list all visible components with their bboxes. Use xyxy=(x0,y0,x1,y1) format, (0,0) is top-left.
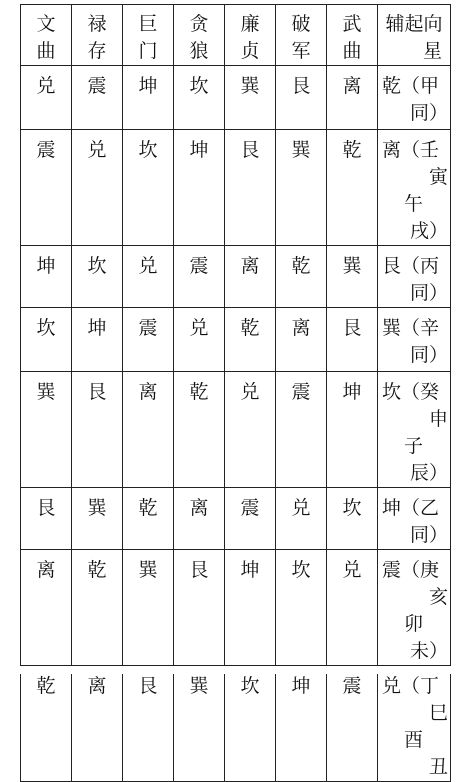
row-head-line: 坎（癸 xyxy=(382,381,440,403)
table-cell: 兑 xyxy=(21,66,72,130)
row-head-line: 巽（辛 xyxy=(382,317,440,339)
table-cell: 艮 xyxy=(225,130,276,246)
header-char: 贪 xyxy=(189,13,209,35)
table-cell: 坎 xyxy=(276,550,327,666)
table-cell: 坤 xyxy=(123,66,174,130)
row-head-cell xyxy=(378,130,451,246)
table-cell: 震 xyxy=(327,666,378,782)
table-cell: 坤 xyxy=(276,666,327,782)
table-cell: 坤 xyxy=(72,308,123,372)
header-char: 巨 xyxy=(138,13,158,35)
table-cell: 艮 xyxy=(123,666,174,782)
table-cell: 坤 xyxy=(21,246,72,308)
table-cell: 震 xyxy=(123,308,174,372)
table-cell: 兑 xyxy=(327,550,378,666)
table-cell: 巽 xyxy=(21,372,72,488)
row-head-line: 辰） xyxy=(409,462,448,484)
header-char: 破 xyxy=(291,13,311,35)
header-fu-qi-xiang xyxy=(378,5,451,66)
row-head-line: 坤（乙 xyxy=(382,497,440,519)
table-cell: 乾 xyxy=(225,308,276,372)
table-cell: 乾 xyxy=(123,488,174,550)
table-cell: 坎 xyxy=(123,130,174,246)
table-cell: 震 xyxy=(72,66,123,130)
header-char: 辅起向 xyxy=(385,13,443,35)
table-cell: 乾 xyxy=(327,130,378,246)
page-cutoff xyxy=(0,666,474,674)
table-cell: 兑 xyxy=(276,488,327,550)
row-head-cell xyxy=(378,66,451,130)
table-cell: 震 xyxy=(21,130,72,246)
row-head-line: 同） xyxy=(409,524,448,546)
table-cell: 艮 xyxy=(174,550,225,666)
table-cell: 离 xyxy=(21,550,72,666)
table-cell: 巽 xyxy=(123,550,174,666)
table-row xyxy=(21,246,451,308)
row-head-cell xyxy=(378,246,451,308)
table-row xyxy=(21,666,451,782)
table-cell: 离 xyxy=(225,246,276,308)
header-char: 曲 xyxy=(342,40,362,62)
row-head-line: 丑 xyxy=(428,756,448,778)
header-char: 禄 xyxy=(87,13,107,35)
row-head-line: 子 xyxy=(404,435,424,457)
row-head-line: 艮（丙 xyxy=(382,255,440,277)
table-cell: 兑 xyxy=(123,246,174,308)
row-head-line: 寅 xyxy=(428,166,448,188)
table-cell: 艮 xyxy=(276,66,327,130)
table-cell: 兑 xyxy=(174,308,225,372)
header-char: 军 xyxy=(291,40,311,62)
header-char: 星 xyxy=(422,40,442,62)
table-cell: 震 xyxy=(174,246,225,308)
table-cell: 离 xyxy=(72,666,123,782)
header-jumen xyxy=(123,5,174,66)
row-head-line: 同） xyxy=(409,282,448,304)
row-head-line: 午 xyxy=(404,193,424,215)
table-cell: 坎 xyxy=(225,666,276,782)
table-row xyxy=(21,488,451,550)
table-row xyxy=(21,550,451,666)
table-cell: 坎 xyxy=(174,66,225,130)
table-cell: 巽 xyxy=(225,66,276,130)
header-char: 廉 xyxy=(240,13,260,35)
table-cell: 乾 xyxy=(21,666,72,782)
table-cell: 艮 xyxy=(21,488,72,550)
table-cell: 离 xyxy=(174,488,225,550)
row-head-cell xyxy=(378,308,451,372)
table-cell: 艮 xyxy=(327,308,378,372)
header-pojun xyxy=(276,5,327,66)
table-cell: 乾 xyxy=(174,372,225,488)
table-cell: 离 xyxy=(327,66,378,130)
row-head-cell xyxy=(378,372,451,488)
header-char: 文 xyxy=(36,13,56,35)
header-char: 门 xyxy=(138,40,158,62)
row-head-line: 未） xyxy=(409,640,448,662)
row-head-line: 乾（甲 xyxy=(382,75,440,97)
table-cell: 坎 xyxy=(327,488,378,550)
table-cell: 坎 xyxy=(72,246,123,308)
table-cell: 兑 xyxy=(72,130,123,246)
header-char: 武 xyxy=(342,13,362,35)
table-cell: 巽 xyxy=(72,488,123,550)
row-head-cell xyxy=(378,488,451,550)
header-wuqu xyxy=(327,5,378,66)
row-head-line: 兑（丁 xyxy=(382,675,440,697)
table-cell: 巽 xyxy=(327,246,378,308)
header-char: 存 xyxy=(87,40,107,62)
row-head-line: 震（庚 xyxy=(382,559,440,581)
header-char: 贞 xyxy=(240,40,260,62)
row-head-line: 戌） xyxy=(409,220,448,242)
table-row xyxy=(21,372,451,488)
row-head-cell xyxy=(378,550,451,666)
header-row xyxy=(21,5,451,66)
row-head-line: 巳 xyxy=(428,702,448,724)
table-cell: 震 xyxy=(276,372,327,488)
table-cell: 离 xyxy=(123,372,174,488)
table-cell: 巽 xyxy=(174,666,225,782)
row-head-line: 申 xyxy=(428,408,448,430)
header-wenqu xyxy=(21,5,72,66)
header-char: 曲 xyxy=(36,40,56,62)
row-head-line: 离（壬 xyxy=(382,139,440,161)
row-head-line: 同） xyxy=(409,102,448,124)
header-lucun xyxy=(72,5,123,66)
table-cell: 乾 xyxy=(276,246,327,308)
header-tanlang xyxy=(174,5,225,66)
table-cell: 巽 xyxy=(276,130,327,246)
table-cell: 震 xyxy=(225,488,276,550)
table-row xyxy=(21,130,451,246)
header-lianzhen xyxy=(225,5,276,66)
table-cell: 坤 xyxy=(327,372,378,488)
table-cell: 坤 xyxy=(174,130,225,246)
row-head-cell xyxy=(378,666,451,782)
table-cell: 坤 xyxy=(225,550,276,666)
table-cell: 乾 xyxy=(72,550,123,666)
row-head-line: 酉 xyxy=(404,729,424,751)
table-cell: 坎 xyxy=(21,308,72,372)
table-row xyxy=(21,66,451,130)
header-char: 狼 xyxy=(189,40,209,62)
table-row xyxy=(21,308,451,372)
table-cell: 兑 xyxy=(225,372,276,488)
row-head-line: 亥 xyxy=(428,586,448,608)
row-head-line: 卯 xyxy=(404,613,424,635)
row-head-line: 同） xyxy=(409,344,448,366)
table-cell: 离 xyxy=(276,308,327,372)
table-cell: 艮 xyxy=(72,372,123,488)
